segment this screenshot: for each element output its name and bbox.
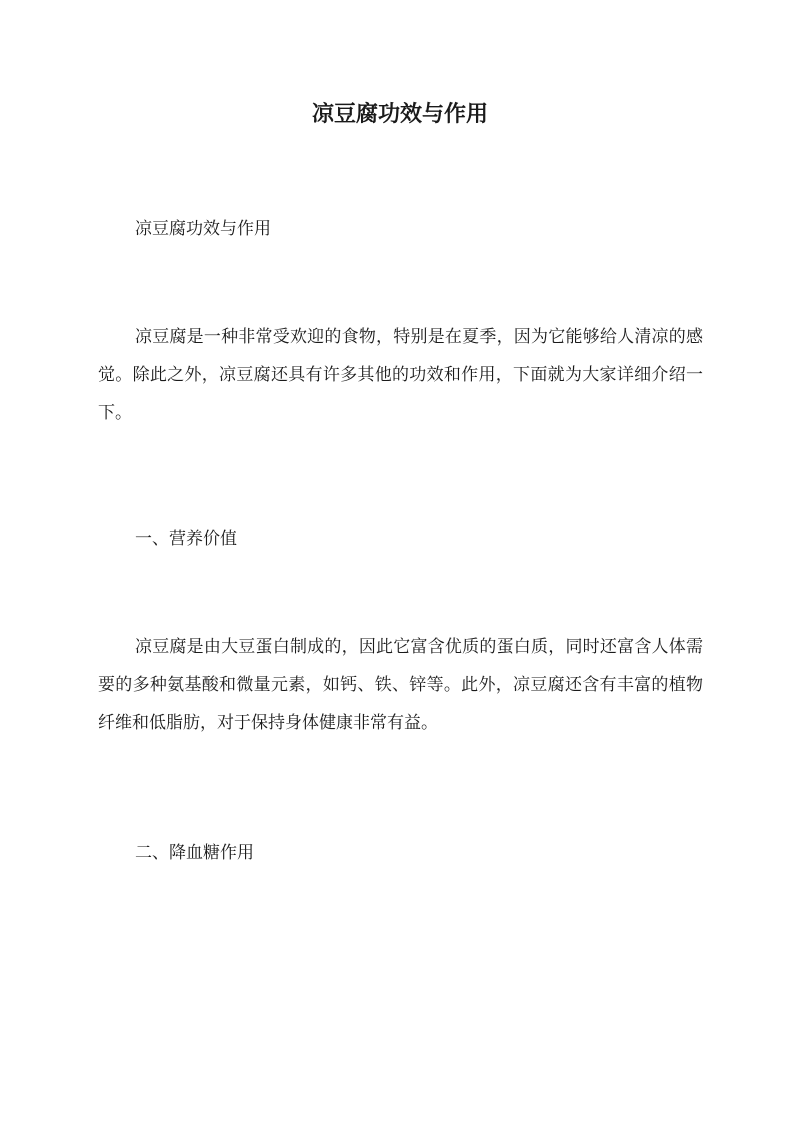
page-title: 凉豆腐功效与作用	[311, 101, 488, 127]
section-heading-nutrition: 一、营养价值	[135, 529, 237, 549]
subtitle-paragraph: 凉豆腐功效与作用	[135, 219, 271, 239]
section-heading-blood-sugar: 二、降血糖作用	[135, 843, 254, 863]
nutrition-paragraph: 凉豆腐是由大豆蛋白制成的，因此它富含优质的蛋白质，同时还富含人体需要的多种氨基酸和微量元素，如钙、铁、锌等。此外，凉豆腐还含有丰富的植物纤维和低脂肪，对于保持身体健康非常有益。	[98, 637, 703, 733]
intro-paragraph: 凉豆腐是一种非常受欢迎的食物，特别是在夏季，因为它能够给人清凉的感觉。除此之外，凉豆腐还具有许多其他的功效和作用，下面就为大家详细介绍一下。	[98, 327, 703, 423]
